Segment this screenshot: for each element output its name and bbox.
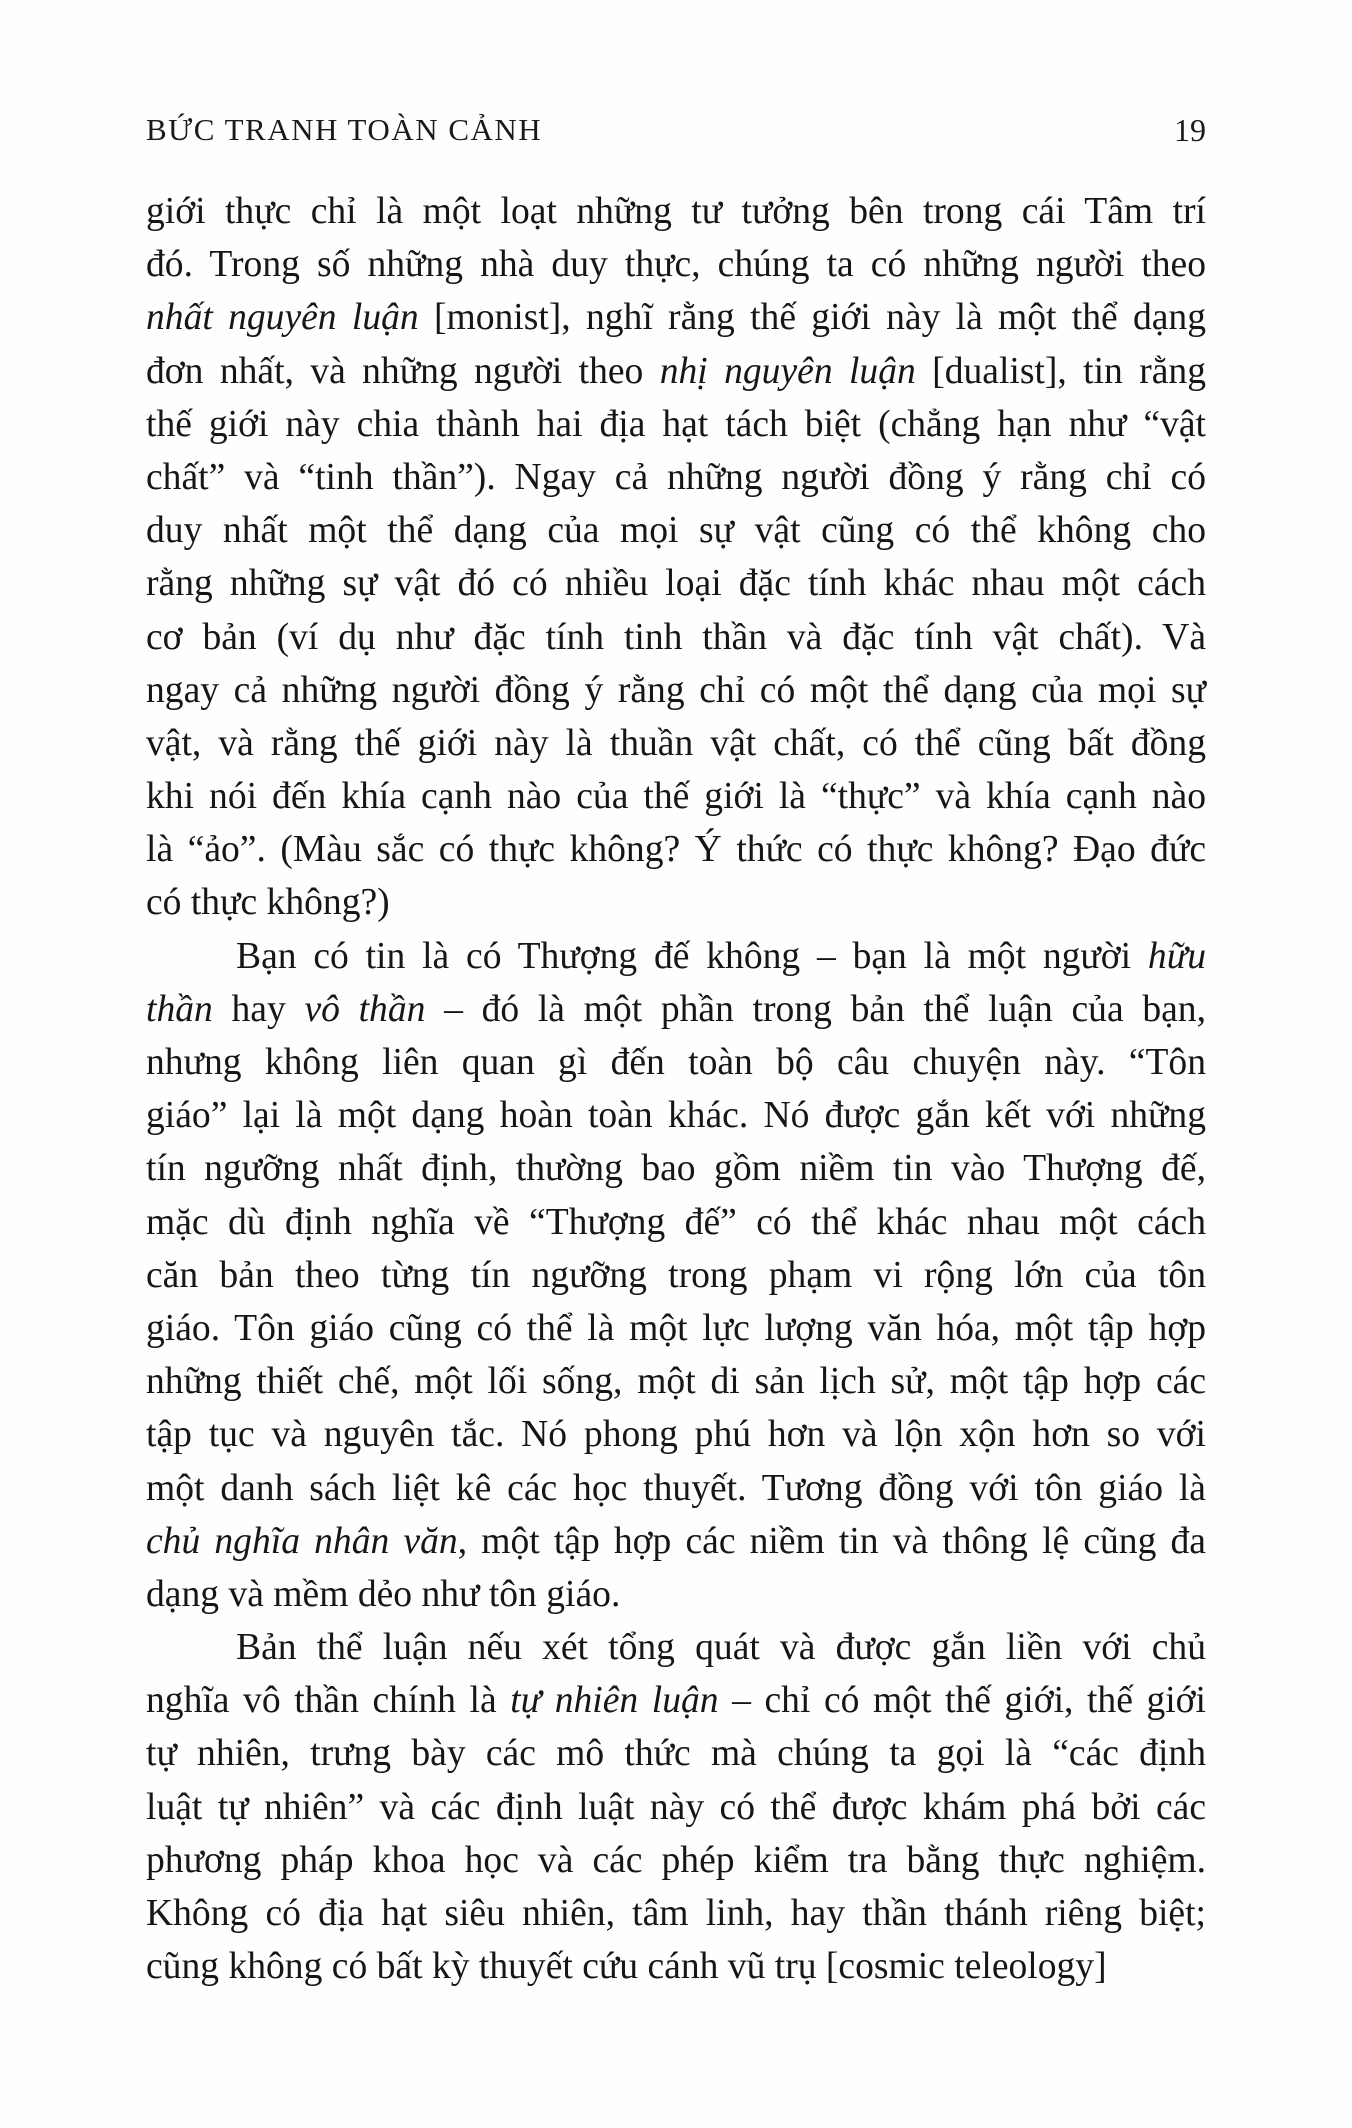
text-run: khi nói đến khía cạnh nào của thế giới là “thực” và khía cạnh nào	[146, 776, 1206, 818]
text-line	[146, 1036, 1206, 1089]
text-run: rằng những sự vật đó có nhiều loại đặc tính khác nhau một cách	[146, 563, 1206, 605]
text-run: một danh sách liệt kê các học thuyết. Tương đồng với tôn giáo là	[146, 1467, 1206, 1509]
running-title: BỨC TRANH TOÀN CẢNH	[146, 112, 543, 147]
text-line	[146, 1355, 1206, 1408]
text-run: giáo. Tôn giáo cũng có thể là một lực lượng văn hóa, một tập hợp	[146, 1307, 1206, 1349]
text-line	[146, 557, 1206, 610]
text-run: Không có địa hạt siêu nhiên, tâm linh, hay thần thánh riêng biệt;	[146, 1893, 1206, 1934]
text-line	[146, 983, 1206, 1036]
text-run: thế giới này chia thành hai địa hạt tách biệt (chẳng hạn như “vật	[146, 403, 1206, 445]
text-line	[146, 398, 1206, 451]
text-run: tín ngưỡng nhất định, thường bao gồm niềm tin vào Thượng đế,	[146, 1148, 1206, 1190]
italic-term: nhị nguyên luận	[659, 350, 916, 392]
page-number: 19	[1174, 112, 1206, 148]
text-run: Bạn có tin là có Thượng đế không – bạn là một người	[236, 935, 1148, 977]
text-run: dạng và mềm dẻo như tôn giáo.	[146, 1573, 621, 1615]
text-run: cơ bản (ví dụ như đặc tính tinh thần và đặc tính vật chất). Và	[146, 616, 1206, 658]
text-line	[146, 1621, 1206, 1674]
text-run: vật, và rằng thế giới này là thuần vật chất, có thể cũng bất đồng	[146, 722, 1206, 764]
text-line	[146, 238, 1206, 291]
text-line	[146, 504, 1206, 557]
text-run: nghĩa vô thần chính là	[146, 1680, 511, 1722]
italic-term: thần	[146, 988, 213, 1030]
running-head	[146, 112, 1206, 162]
text-line	[146, 1887, 1206, 1940]
text-run: , một tập hợp các niềm tin và thông lệ cũng đa	[457, 1520, 1206, 1562]
text-line	[146, 345, 1206, 398]
text-run: cũng không có bất kỳ thuyết cứu cánh vũ trụ [cosmic teleology]	[146, 1946, 1107, 1988]
text-line	[146, 1196, 1206, 1249]
text-run: đó. Trong số những nhà duy thực, chúng ta có những người theo	[146, 244, 1206, 286]
text-run: – đó là một phần trong bản thể luận của bạn,	[425, 988, 1206, 1030]
text-run: căn bản theo từng tín ngưỡng trong phạm vi rộng lớn của tôn	[146, 1254, 1206, 1296]
text-line	[146, 1834, 1206, 1887]
text-line	[146, 1515, 1206, 1568]
text-run: nhưng không liên quan gì đến toàn bộ câu chuyện này. “Tôn	[146, 1042, 1206, 1083]
text-line	[146, 876, 1206, 929]
text-line	[146, 1142, 1206, 1195]
text-run: những thiết chế, một lối sống, một di sản lịch sử, một tập hợp các	[146, 1361, 1206, 1403]
text-line	[146, 1568, 1206, 1621]
text-run: phương pháp khoa học và các phép kiểm tra bằng thực nghiệm.	[146, 1839, 1206, 1881]
text-line	[146, 1781, 1206, 1834]
text-line	[146, 1408, 1206, 1461]
italic-term: nhất nguyên luận	[146, 297, 419, 339]
text-run: giới thực chỉ là một loạt những tư tưởng bên trong cái Tâm trí	[146, 191, 1206, 232]
text-line	[146, 664, 1206, 717]
text-run: tập tục và nguyên tắc. Nó phong phú hơn và lộn xộn hơn so với	[146, 1414, 1206, 1456]
text-line	[146, 1089, 1206, 1142]
text-run: [dualist], tin rằng	[915, 350, 1206, 392]
italic-term: tự nhiên luận	[510, 1680, 719, 1722]
text-line	[146, 451, 1206, 504]
text-run: là “ảo”. (Màu sắc có thực không? Ý thức có thực không? Đạo đức	[146, 829, 1206, 871]
text-run: đơn nhất, và những người theo	[146, 350, 660, 392]
text-line	[146, 717, 1206, 770]
text-run: giáo” lại là một dạng hoàn toàn khác. Nó được gắn kết với những	[146, 1095, 1206, 1137]
italic-term: chủ nghĩa nhân văn	[146, 1520, 458, 1562]
text-line	[146, 770, 1206, 823]
text-line	[146, 823, 1206, 876]
text-line	[146, 1940, 1206, 1993]
text-run: Bản thể luận nếu xét tổng quát và được gắn liền với chủ	[236, 1627, 1206, 1669]
text-line	[146, 1302, 1206, 1355]
text-run: mặc dù định nghĩa về “Thượng đế” có thể khác nhau một cách	[146, 1201, 1206, 1243]
italic-term: vô thần	[304, 988, 426, 1030]
text-run: chất” và “tinh thần”). Ngay cả những người đồng ý rằng chỉ có	[146, 456, 1206, 498]
text-line	[146, 1674, 1206, 1727]
text-run: – chỉ có một thế giới, thế giới	[718, 1680, 1206, 1722]
italic-term: hữu	[1147, 935, 1206, 977]
text-line	[146, 1727, 1206, 1780]
body-text	[146, 185, 1206, 1993]
text-line	[146, 611, 1206, 664]
text-run: tự nhiên, trưng bày các mô thức mà chúng ta gọi là “các định	[146, 1733, 1206, 1775]
text-run: duy nhất một thể dạng của mọi sự vật cũng có thể không cho	[146, 510, 1206, 552]
text-line	[146, 185, 1206, 238]
text-run: luật tự nhiên” và các định luật này có thể được khám phá bởi các	[146, 1786, 1206, 1828]
text-line	[146, 291, 1206, 344]
paragraph	[146, 1621, 1206, 1993]
text-line	[146, 1249, 1206, 1302]
paragraph	[146, 185, 1206, 930]
text-line	[146, 1462, 1206, 1515]
text-run: hay	[212, 988, 305, 1030]
text-run: [monist], nghĩ rằng thế giới này là một thể dạng	[418, 297, 1207, 339]
text-run: ngay cả những người đồng ý rằng chỉ có một thể dạng của mọi sự	[146, 669, 1206, 711]
text-line	[146, 930, 1206, 983]
text-run: có thực không?)	[146, 882, 390, 924]
paragraph	[146, 930, 1206, 1621]
